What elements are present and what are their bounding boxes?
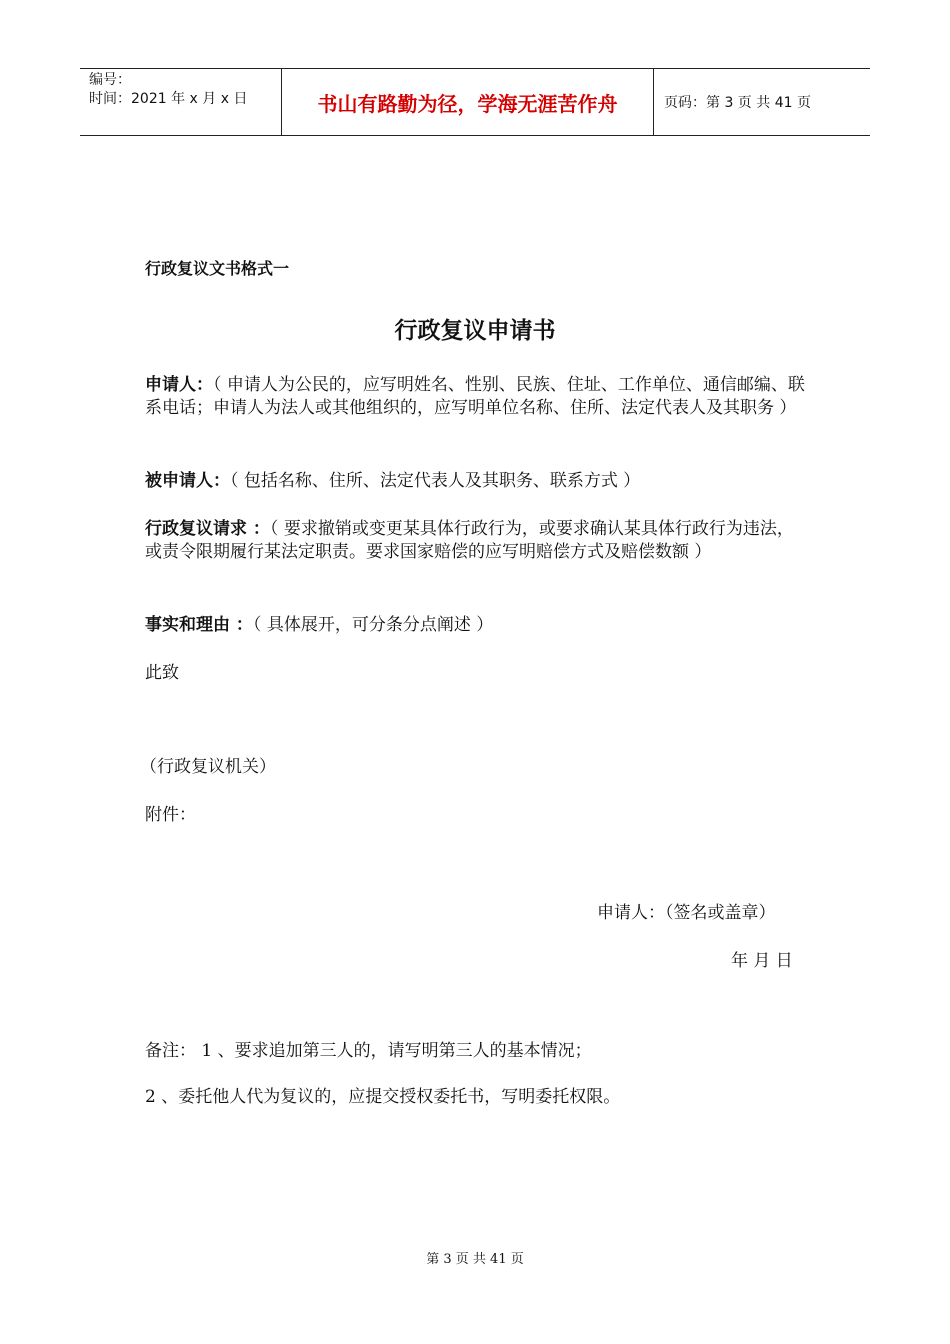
- header-meta: [80, 69, 282, 135]
- field-respondent-label: 被申请人：: [145, 471, 230, 491]
- header-page-info: 页码：第 3 页 共 41 页: [664, 95, 811, 111]
- addressee: （行政复议机关）: [140, 757, 276, 777]
- date-line: 年 月 日: [731, 951, 793, 971]
- field-request-label: 行政复议请求 ：: [145, 519, 270, 539]
- header-number-label: 编号：: [89, 72, 131, 88]
- field-respondent-text: （ 包括名称、住所、法定代表人及其职务、联系方式 ）: [230, 471, 641, 491]
- field-request-text: （ 要求撤销或变更某具体行政行为，或要求确认某具体行政行为违法，或责令限期履行某法定职责。要求国家赔偿的应写明赔偿方式及赔偿数额 ）: [145, 519, 794, 562]
- note-2: 2 、委托他人代为复议的，应提交授权委托书，写明委托权限。: [145, 1087, 621, 1107]
- salutation: 此致: [145, 663, 179, 683]
- field-respondent: [145, 470, 805, 493]
- document-title: 行政复议申请书: [394, 318, 556, 344]
- field-request: [145, 518, 805, 564]
- header-time-label: 时间：2021 年 x 月 x 日: [89, 91, 248, 107]
- field-applicant-text: （ 申请人为公民的，应写明姓名、性别、民族、住址、工作单位、通信邮编、联系电话；申请人为法人或其他组织的，应写明单位名称、住所、法定代表人及其职务 ）: [145, 375, 805, 418]
- header-motto: 书山有路勤为径，学海无涯苦作舟: [282, 69, 654, 135]
- section-title: 行政复议文书格式一: [145, 259, 290, 278]
- page-footer: 第 3 页 共 41 页: [426, 1252, 524, 1267]
- field-facts: [145, 614, 805, 637]
- attachment-label: 附件：: [145, 805, 196, 825]
- page-header: [80, 68, 870, 136]
- field-facts-label: 事实和理由 ：: [145, 615, 253, 635]
- signature-line: 申请人：（签名或盖章）: [597, 903, 776, 923]
- field-applicant-label: 申请人：: [145, 375, 213, 395]
- field-applicant: [145, 374, 805, 420]
- note-1: 备注： 1 、要求追加第三人的，请写明第三人的基本情况；: [145, 1041, 592, 1061]
- field-facts-text: （ 具体展开，可分条分点阐述 ）: [252, 615, 494, 635]
